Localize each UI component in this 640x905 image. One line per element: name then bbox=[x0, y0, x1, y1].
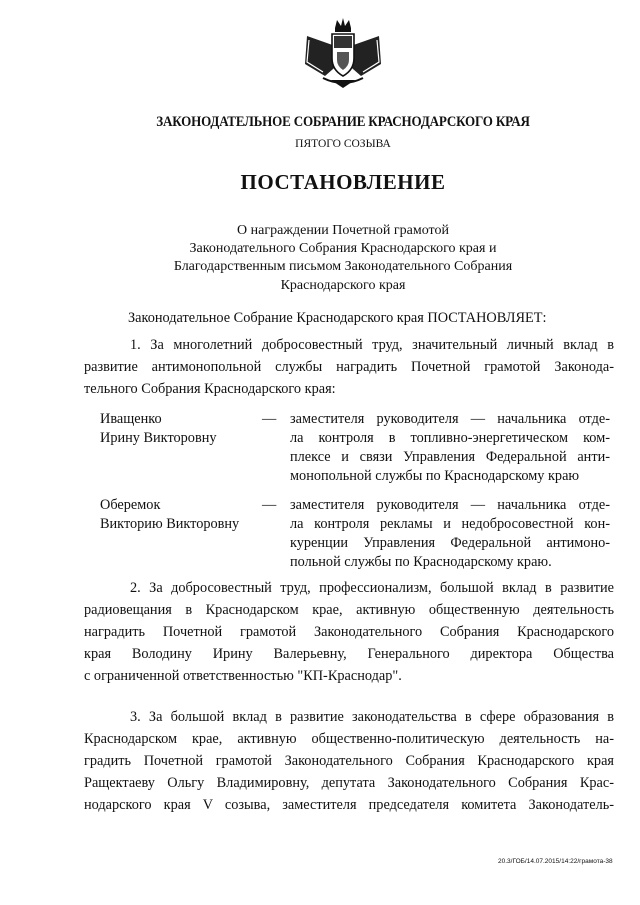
role-line: куренции Управления Федеральной антимоно- bbox=[290, 535, 610, 551]
awardee-name bbox=[100, 410, 270, 448]
preamble: Законодательное Собрание Краснодарского края ПОСТАНОВЛЯЕТ: bbox=[128, 310, 547, 326]
paragraph-1 bbox=[84, 334, 614, 400]
paragraph-2 bbox=[84, 577, 614, 687]
awardee-surname: Оберемок bbox=[100, 497, 161, 513]
paragraph-line: 2. За добросовестный труд, профессионализм, большой вклад в развитие bbox=[130, 580, 614, 596]
role-line: ла контроля рекламы и недобросовестной кон- bbox=[290, 516, 610, 532]
subject-line: Краснодарского края bbox=[280, 277, 406, 293]
convocation: ПЯТОГО СОЗЫВА bbox=[295, 138, 391, 150]
subject-line: Законодательного Собрания Краснодарского края и bbox=[189, 241, 497, 257]
paragraph-line: края Володину Ирину Валерьевну, Генерального директора Общества bbox=[84, 646, 614, 662]
paragraph-line: 3. За большой вклад в развитие законодательства в сфере образования в bbox=[130, 709, 614, 725]
paragraph-line: тельного Собрания Краснодарского края: bbox=[84, 381, 336, 397]
paragraph-line: 1. За многолетний добросовестный труд, значительный личный вклад в bbox=[130, 337, 614, 353]
awardee-given-names: Ирину Викторовну bbox=[100, 430, 217, 446]
role-line: польной службы по Краснодарскому краю. bbox=[290, 554, 552, 570]
awardee-given-names: Викторию Викторовну bbox=[100, 516, 240, 532]
awardee-2 bbox=[0, 496, 640, 576]
paragraph-line: наградить Почетной грамотой Законодательного Собрания Краснодарского bbox=[84, 624, 614, 640]
coat-of-arms-icon bbox=[301, 18, 385, 90]
organization-name: ЗАКОНОДАТЕЛЬНОЕ СОБРАНИЕ КРАСНОДАРСКОГО КРАЯ bbox=[156, 114, 530, 130]
role-line: ла контроля в топливно-энергетическом ком- bbox=[290, 430, 610, 446]
awardee-role bbox=[290, 410, 610, 486]
dash-separator: — bbox=[262, 411, 277, 427]
footer-code: 20.3/ГОБ/14.07.2015/14:22/грамота-38 bbox=[498, 858, 613, 865]
role-line: плексе и связи Управления Федеральной анти- bbox=[290, 449, 610, 465]
paragraph-line: с ограниченной ответственностью "КП-Краснодар". bbox=[84, 668, 402, 684]
awardee-role bbox=[290, 496, 610, 572]
role-line: заместителя руководителя — начальника отде- bbox=[290, 411, 610, 427]
paragraph-line: градить Почетной грамотой Законодательного Собрания Краснодарского края bbox=[84, 753, 614, 769]
document-subject bbox=[150, 222, 536, 295]
role-line: заместителя руководителя — начальника отде- bbox=[290, 497, 610, 513]
paragraph-line: развитие антимонопольной службы наградить Почетной грамотой Законода- bbox=[84, 359, 614, 375]
dash-separator: — bbox=[262, 497, 277, 513]
paragraph-line: Ращектаеву Ольгу Владимировну, депутата Законодательного Собрания Крас- bbox=[84, 775, 614, 791]
awardee-name bbox=[100, 496, 270, 534]
subject-line: О награждении Почетной грамотой bbox=[237, 223, 449, 238]
role-line: монопольной службы по Краснодарскому краю bbox=[290, 468, 580, 484]
subject-line: Благодарственным письмом Законодательного Собрания bbox=[173, 259, 513, 275]
paragraph-line: радиовещания в Краснодарском крае, активную общественную деятельность bbox=[84, 602, 614, 618]
paragraph-line: нодарского края V созыва, заместителя председателя комитета Законодатель- bbox=[84, 797, 614, 813]
paragraph-3 bbox=[84, 706, 614, 816]
awardee-1 bbox=[0, 410, 640, 490]
document-title: ПОСТАНОВЛЕНИЕ bbox=[240, 170, 446, 194]
paragraph-line: Краснодарском крае, активную общественно-политическую деятельность на- bbox=[84, 731, 614, 747]
awardee-surname: Иващенко bbox=[100, 411, 162, 427]
